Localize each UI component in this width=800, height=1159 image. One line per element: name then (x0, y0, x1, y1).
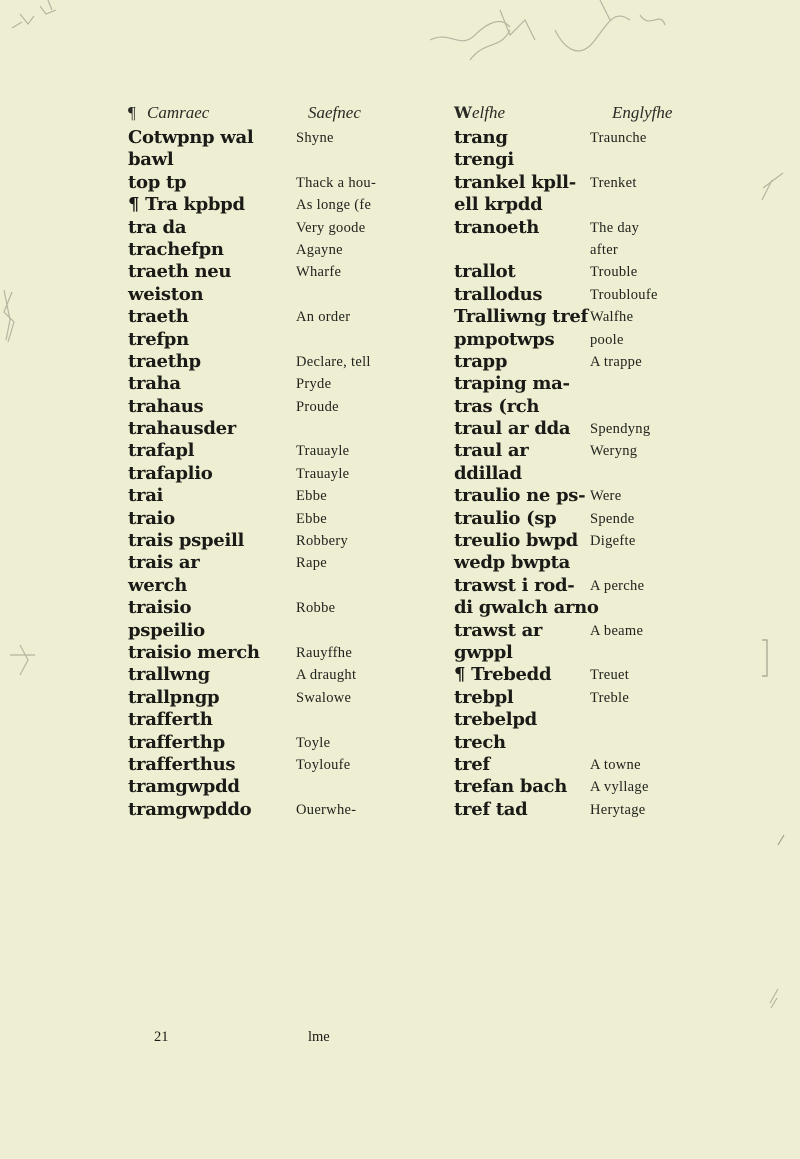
welsh-word-entry: traisio merch (128, 641, 260, 663)
welsh-word-entry: traethp (128, 350, 201, 372)
welsh-word-entry: trefan bach (454, 776, 568, 798)
english-gloss-entry: Shyne (296, 130, 334, 146)
english-gloss-entry: Proude (296, 398, 339, 415)
welsh-word-entry: tramgwpdd (128, 776, 240, 798)
english-gloss-entry: An order (296, 309, 351, 326)
welsh-word-entry: trebpl (454, 686, 514, 708)
english-left-column (296, 127, 376, 821)
english-gloss-entry: Trouble (590, 264, 638, 281)
welsh-word-entry: ¶ Tra kpbpd (128, 194, 245, 216)
english-gloss-entry: Very goode (296, 219, 366, 236)
welsh-word-entry: traisio (128, 597, 192, 619)
english-gloss-entry: Troubloufe (590, 286, 658, 303)
welsh-word-entry: trallodus (454, 283, 543, 305)
welsh-word-entry: treulio bwpd (454, 530, 578, 552)
welsh-word-entry: pmpotwps (454, 328, 555, 350)
welsh-word-entry: trahausder (128, 418, 236, 440)
english-gloss-entry: Spendyng (590, 421, 651, 438)
welsh-word-entry: traping ma- (454, 373, 570, 395)
welsh-word-entry: tranoeth (454, 216, 540, 238)
english-gloss-entry (590, 373, 658, 395)
english-gloss-entry: Wharfe (296, 264, 342, 281)
english-gloss-entry: Were (590, 488, 622, 505)
english-gloss-entry: Pryde (296, 376, 332, 393)
welsh-word-entry: trachefpn (128, 238, 224, 260)
welsh-word-entry: trais ar (128, 552, 200, 574)
english-gloss-entry: after (590, 241, 619, 258)
welsh-word-entry: tra da (128, 216, 187, 238)
welsh-word-entry: tras (rch (454, 395, 540, 417)
english-gloss-entry (590, 732, 658, 754)
welsh-word-entry: di gwalch arno (454, 597, 599, 619)
english-gloss-entry: Traunche (590, 130, 647, 146)
english-gloss-entry: Declare, tell (296, 353, 371, 370)
english-gloss-entry (590, 552, 658, 574)
welsh-word-entry: tramgwpddo (128, 798, 252, 820)
english-gloss-entry (296, 776, 376, 798)
english-gloss-entry: Digefte (590, 533, 636, 550)
welsh-word-entry: traulio (sp (454, 507, 557, 529)
welsh-word-entry: gwppl (454, 641, 513, 663)
english-gloss-entry: Ouerwhe- (296, 801, 357, 818)
english-gloss-entry: Toyle (296, 734, 331, 751)
welsh-word-entry: wedp bwpta (454, 552, 571, 574)
welsh-left-column (128, 127, 260, 821)
welsh-word-entry: trahaus (128, 395, 204, 417)
english-gloss-entry (590, 396, 658, 418)
english-gloss-entry: The day (590, 219, 640, 236)
header-camraec: Camraec (147, 103, 210, 122)
column-headers (0, 103, 800, 127)
header-saefnec: Saefnec (308, 103, 361, 122)
english-gloss-entry: Treble (590, 689, 630, 706)
english-gloss-entry: A towne (590, 756, 641, 773)
welsh-word-entry: trafapl (128, 440, 195, 462)
english-gloss-entry (296, 329, 376, 351)
welsh-word-entry: traha (128, 373, 181, 395)
welsh-word-entry: trafferthp (128, 731, 225, 753)
english-gloss-entry: Toyloufe (296, 756, 351, 773)
header-welfhe-rest: elfhe (471, 103, 506, 122)
welsh-word-entry: traul ar dda (454, 418, 571, 440)
english-gloss-entry: Walfhe (590, 309, 634, 326)
english-gloss-entry (590, 149, 658, 171)
welsh-word-entry: trech (454, 731, 506, 753)
header-welfhe-initial: W (454, 103, 472, 122)
welsh-word-entry: trawst ar (454, 619, 543, 641)
english-gloss-entry: Weryng (590, 443, 638, 460)
welsh-word-entry: Cotwpnp wal (128, 127, 254, 148)
english-gloss-entry: Ebbe (296, 488, 327, 505)
welsh-word-entry: trallot (454, 261, 516, 283)
english-gloss-entry: Agayne (296, 241, 343, 258)
pilcrow-mark: ¶ (128, 103, 136, 122)
english-right-column (590, 127, 658, 821)
welsh-word-entry: trankel kpll- (454, 171, 576, 193)
welsh-word-entry (454, 239, 599, 261)
english-gloss-entry: Rauyffhe (296, 644, 353, 661)
welsh-word-entry: trawst i rod- (454, 574, 575, 596)
welsh-word-entry: traeth neu (128, 261, 232, 283)
welsh-word-entry: trallwng (128, 664, 210, 686)
welsh-right-column (454, 127, 599, 821)
welsh-word-entry: trapp (454, 350, 508, 372)
welsh-word-entry: ¶ Trebedd (454, 664, 552, 686)
english-gloss-entry: Trauayle (296, 443, 350, 460)
english-gloss-entry (296, 620, 376, 642)
english-gloss-entry (590, 463, 658, 485)
english-gloss-entry: A perche (590, 577, 645, 594)
welsh-word-entry: pspeilio (128, 619, 205, 641)
welsh-word-entry: trang (454, 127, 508, 148)
english-gloss-entry (590, 642, 658, 664)
welsh-word-entry: trafaplio (128, 462, 213, 484)
english-gloss-entry (296, 709, 376, 731)
welsh-word-entry: bawl (128, 149, 174, 171)
welsh-word-entry: traeth (128, 306, 189, 328)
welsh-word-entry: ell krpdd (454, 194, 543, 216)
welsh-word-entry: trallpngp (128, 686, 220, 708)
english-gloss-entry (296, 149, 376, 171)
welsh-word-entry: weiston (128, 283, 204, 305)
english-gloss-entry: Trenket (590, 174, 637, 191)
english-gloss-entry (296, 575, 376, 597)
welsh-word-entry: traulio ne ps- (454, 485, 586, 507)
welsh-word-entry: tref tad (454, 798, 528, 820)
welsh-word-entry: trebelpd (454, 709, 537, 731)
english-gloss-entry: Ebbe (296, 510, 327, 527)
english-gloss-entry: Thack a hou- (296, 174, 377, 191)
english-gloss-entry (590, 709, 658, 731)
english-gloss-entry: A beame (590, 622, 644, 639)
welsh-word-entry: tref (454, 753, 490, 775)
header-welfhe (454, 103, 505, 123)
english-gloss-entry: poole (590, 331, 624, 348)
welsh-word-entry: trafferthus (128, 753, 236, 775)
welsh-word-entry: traio (128, 507, 175, 529)
english-gloss-entry: Spende (590, 510, 635, 527)
english-gloss-entry (296, 418, 376, 440)
english-gloss-entry: Treuet (590, 667, 630, 684)
english-gloss-entry: A trappe (590, 353, 642, 370)
header-englyfhe: Englyfhe (612, 103, 673, 122)
page-number: 21 (154, 1029, 169, 1045)
english-gloss-entry (296, 284, 376, 306)
english-gloss-entry: Robbery (296, 533, 349, 550)
welsh-word-entry: trafferth (128, 709, 213, 731)
english-gloss-entry: A draught (296, 667, 357, 684)
welsh-word-entry: werch (128, 574, 187, 596)
english-gloss-entry (590, 194, 658, 216)
english-gloss-entry: Robbe (296, 600, 336, 617)
english-gloss-entry: Herytage (590, 801, 646, 818)
english-gloss-entry: Trauayle (296, 465, 350, 482)
welsh-word-entry: trais pspeill (128, 530, 245, 552)
welsh-word-entry: trengi (454, 149, 514, 171)
english-gloss-entry (590, 597, 658, 619)
welsh-word-entry: ddillad (454, 462, 522, 484)
welsh-word-entry: trai (128, 485, 164, 507)
welsh-word-entry: trefpn (128, 328, 189, 350)
english-gloss-entry: As longe (fe (296, 197, 372, 214)
welsh-word-entry: traul ar (454, 440, 529, 462)
footer-continuation: lme (308, 1029, 330, 1045)
welsh-word-entry: Tralliwng tref (454, 306, 588, 328)
welsh-word-entry: top tp (128, 171, 187, 193)
english-gloss-entry: Swalowe (296, 689, 352, 706)
english-gloss-entry: Rape (296, 555, 327, 572)
english-gloss-entry: A vyllage (590, 779, 649, 796)
